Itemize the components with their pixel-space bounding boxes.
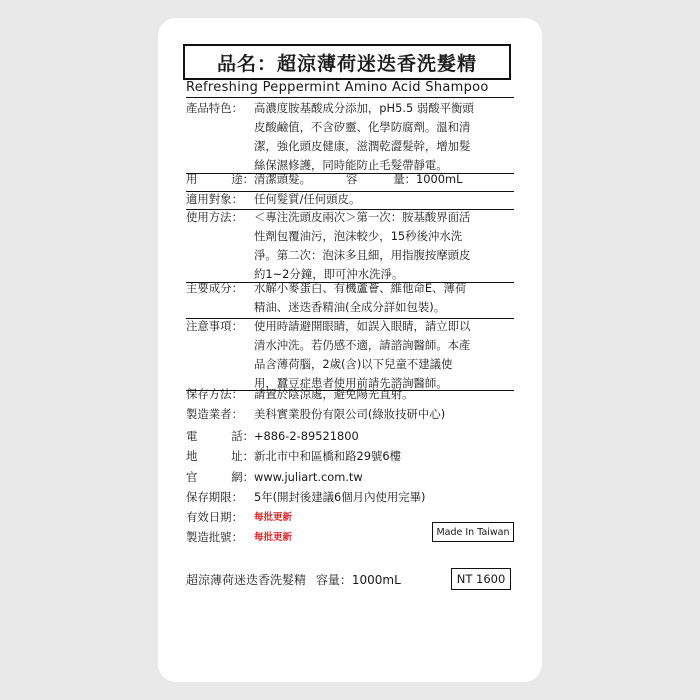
- manufacturer-value: 美科實業股份有限公司(綠妝技研中心): [254, 407, 446, 421]
- batch-value: 每批更新: [254, 532, 293, 543]
- phone-value: +886-2-89521800: [254, 429, 359, 443]
- caution-line: 品含薄荷腦，2歲(含)以下兒童不建議使: [254, 357, 453, 371]
- capacity-label: [346, 170, 416, 189]
- manufacturer-label: 製造業者：: [186, 407, 243, 421]
- ingredients-value: [254, 279, 512, 317]
- made-in-badge: Made In Taiwan: [432, 522, 514, 542]
- features-row: [186, 99, 512, 175]
- method-value: [254, 208, 512, 284]
- footer-capacity: 容量：1000mL: [315, 573, 401, 587]
- features-line: 高濃度胺基酸成分添加，pH5.5 弱酸平衡頭: [254, 101, 474, 115]
- caution-line: 使用時請避開眼睛，如誤入眼睛，請立即以: [254, 319, 471, 333]
- target-row: [186, 190, 512, 209]
- website-label: [186, 468, 254, 487]
- ingredients-label: 主要成分：: [186, 281, 243, 295]
- target-label: 適用對象：: [186, 192, 243, 206]
- storage-row: [186, 385, 512, 404]
- features-line: 潔，強化頭皮健康，滋潤乾澀髮幹，增加髮: [254, 139, 471, 153]
- method-line: 性劑包覆油污，泡沫較少，15秒後沖水洗: [254, 229, 463, 243]
- usage-row: [186, 170, 462, 189]
- ingredients-row: [186, 279, 512, 317]
- address-label-b: 址：: [231, 449, 254, 463]
- features-line: 絲保濕修護，同時能防止毛髮帶靜電。: [254, 158, 448, 172]
- website-label-b: 網：: [231, 470, 254, 484]
- storage-value: 請置於陰涼處，避免陽光直射。: [254, 387, 414, 401]
- expiry-value: 每批更新: [254, 512, 293, 523]
- features-value: [254, 99, 512, 175]
- divider: [186, 97, 514, 98]
- address-label-a: 地: [186, 449, 198, 463]
- address-row: [186, 447, 512, 466]
- caution-value: [254, 317, 512, 393]
- caution-line: 用，蠶豆症患者使用前請先諮詢醫師。: [254, 376, 448, 390]
- target-value: 任何髮質/任何頭皮。: [254, 192, 361, 206]
- shelf-life-row: [186, 488, 512, 507]
- caution-line: 清水沖洗。若仍感不適，請諮詢醫師。本產: [254, 338, 471, 352]
- method-line: 淨。第二次：泡沫多且細，用指腹按摩頭皮: [254, 248, 471, 262]
- product-english-name: Refreshing Peppermint Amino Acid Shampoo: [186, 80, 489, 95]
- footer-product-name: 超涼薄荷迷迭香洗髮精: [186, 573, 307, 587]
- capacity-value: 1000mL: [416, 172, 463, 186]
- phone-row: [186, 427, 512, 446]
- capacity-label-a: 容: [346, 172, 358, 186]
- address-value: 新北市中和區橋和路29號6樓: [254, 449, 402, 463]
- usage-label-a: 用: [186, 172, 198, 186]
- usage-label-b: 途：: [231, 172, 254, 186]
- ingredients-line: 水解小麥蛋白、有機蘆薈、維他命E、薄荷: [254, 281, 467, 295]
- product-name-title: 品名：超涼薄荷迷迭香洗髮精: [183, 44, 511, 80]
- footer-product-line: [186, 571, 401, 588]
- address-label: [186, 447, 254, 466]
- phone-label-a: 電: [186, 429, 198, 443]
- features-line: 皮酸鹼值，不含矽靈、化學防腐劑。溫和清: [254, 120, 471, 134]
- website-label-a: 官: [186, 470, 198, 484]
- website-value: www.juliart.com.tw: [254, 470, 363, 484]
- storage-label: 保存方法：: [186, 387, 243, 401]
- batch-label: 製造批號：: [186, 530, 243, 544]
- method-row: [186, 208, 512, 284]
- phone-label: [186, 427, 254, 446]
- phone-label-b: 話：: [231, 429, 254, 443]
- shelf-life-label: 保存期限：: [186, 490, 243, 504]
- expiry-label: 有效日期：: [186, 510, 243, 524]
- method-line: ＜專注洗頭皮兩次＞第一次：胺基酸界面活: [254, 210, 471, 224]
- price-badge: NT 1600: [451, 568, 511, 590]
- usage-label: [186, 170, 254, 189]
- website-row: [186, 468, 512, 487]
- shelf-life-value: 5年(開封後建議6個月內使用完畢): [254, 490, 426, 504]
- ingredients-line: 精油、迷迭香精油(全成分詳如包裝)。: [254, 300, 446, 314]
- capacity-label-b: 量：: [393, 172, 416, 186]
- caution-label: 注意事項：: [186, 319, 243, 333]
- manufacturer-row: [186, 405, 512, 424]
- method-label: 使用方法：: [186, 210, 243, 224]
- features-label: 產品特色：: [186, 101, 243, 115]
- method-line: 約1~2分鐘，即可沖水洗淨。: [254, 267, 404, 281]
- caution-row: [186, 317, 512, 393]
- usage-value: 清潔頭髮。: [254, 172, 311, 186]
